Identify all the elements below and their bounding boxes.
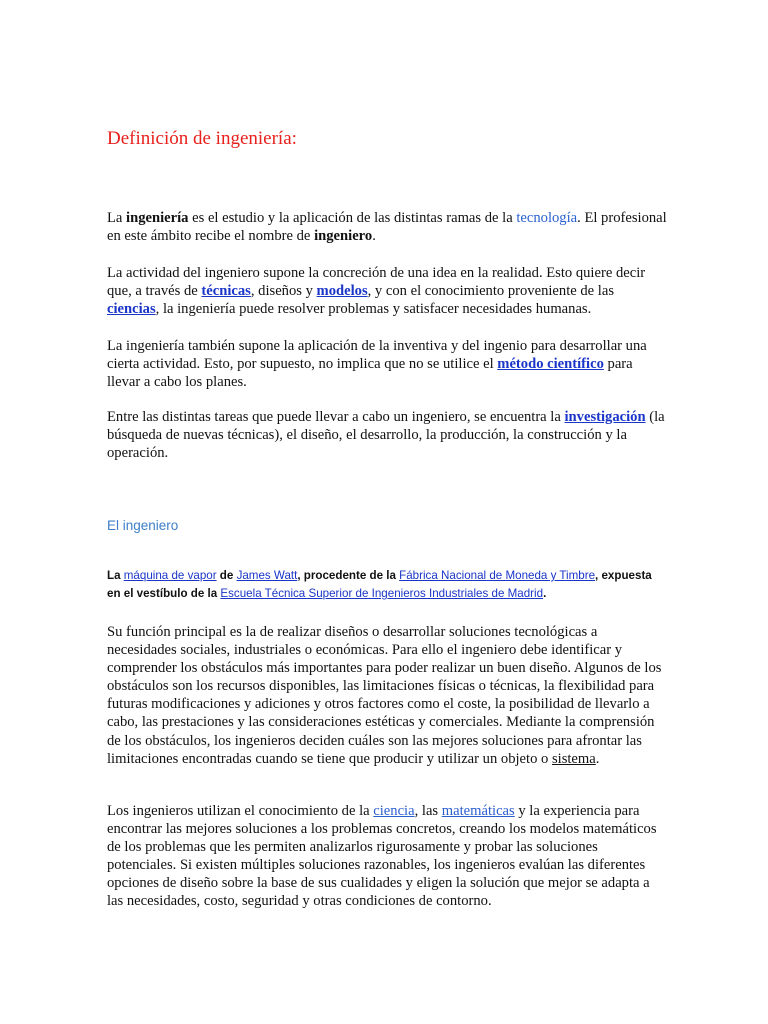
text: Su función principal es la de realizar diseños o desarrollar soluciones tecnológicas a necesidades sociales, industriales o económicas. Para ello el ingeniero debe identificar y comprender los obstáculos más importantes para poder realizar un buen diseño. Algunos de los obstáculos son los recursos disponibles, las limitaciones físicas o técnicas, la flexibilidad para futuras modificaciones y adiciones y otros factores como el coste, la posibilidad de llevarlo a cabo, las prestaciones y las consideraciones estéticas y comerciales. Mediante la comprensión de los obstáculos, los ingenieros deciden cuáles son las mejores soluciones para afrontar las limitaciones encontradas cuando se tiene que producir y utilizar un objeto o xyxy=(107,624,662,767)
text: , diseños y xyxy=(250,283,317,300)
link-matematicas[interactable]: matemáticas xyxy=(441,803,515,819)
link-metodo-cientifico[interactable]: método científico xyxy=(497,356,604,373)
text: para llevar a cabo los planes. xyxy=(107,356,633,391)
link-fabrica-nacional[interactable]: Fábrica Nacional de Moneda y Timbre xyxy=(399,569,596,582)
link-investigacion[interactable]: investigación xyxy=(564,409,646,425)
text: y la experiencia para encontrar las mejores soluciones a los problemas concretos, creando los modelos matemáticos de los problemas que les permiten analizarlos rigurosamente y probar las soluciones potenciales. Si existen múltiples soluciones razonables, los ingenieros evalúan las diferentes opciones de diseño sobre la base de sus cualidades y eligen la solución que mejor se adapta a las necesidades, costo, seguridad y otras condiciones de contorno. xyxy=(107,803,657,910)
link-modelos[interactable]: modelos xyxy=(316,283,368,300)
link-escuela-tecnica[interactable]: Escuela Técnica Superior de Ingenieros Industriales de Madrid xyxy=(220,587,544,600)
text: Los ingenieros utilizan el conocimiento de la xyxy=(107,803,374,819)
bold-term-ingenieria: ingeniería xyxy=(126,210,189,226)
text: . xyxy=(543,587,547,600)
text: , y con el conocimiento proveniente de las xyxy=(367,283,615,300)
text: , procedente de la xyxy=(297,569,400,582)
text: . xyxy=(372,228,376,245)
link-tecnologia[interactable]: tecnología xyxy=(516,210,578,226)
text: , las xyxy=(414,803,442,819)
text: La actividad del ingeniero supone la concreción de una idea en la realidad. Esto quiere decir que, a través de xyxy=(107,265,646,300)
paragraph-actividad xyxy=(107,264,667,318)
text: de xyxy=(216,569,237,582)
image-caption xyxy=(107,567,667,603)
page-title: Definición de ingeniería: xyxy=(107,128,297,149)
text: es el estudio y la aplicación de las distintas ramas de la xyxy=(188,210,517,226)
paragraph-conocimiento xyxy=(107,802,667,911)
text: (la búsqueda de nuevas técnicas), el diseño, el desarrollo, la producción, la construcción y la operación. xyxy=(107,409,665,462)
link-tecnicas[interactable]: técnicas xyxy=(201,283,251,300)
link-ciencia[interactable]: ciencia xyxy=(373,803,415,819)
bold-term-ingeniero: ingeniero xyxy=(314,228,373,245)
text: La ingeniería también supone la aplicación de la inventiva y del ingenio para desarrollar una cierta actividad. Esto, por supuesto, no implica que no se utilice el xyxy=(107,338,647,373)
link-sistema[interactable]: sistema xyxy=(551,750,596,767)
text: La xyxy=(107,210,127,226)
text: , expuesta en el vestíbulo de la xyxy=(107,569,652,600)
paragraph-tareas xyxy=(107,408,667,462)
text: , la ingeniería puede resolver problemas y satisfacer necesidades humanas. xyxy=(155,301,592,318)
section-heading-el-ingeniero: El ingeniero xyxy=(107,518,179,533)
paragraph-funcion-principal xyxy=(107,623,667,768)
text: . xyxy=(595,750,600,767)
link-maquina-de-vapor[interactable]: máquina de vapor xyxy=(123,569,217,582)
text: . El profesional en este ámbito recibe el nombre de xyxy=(107,210,667,245)
link-james-watt[interactable]: James Watt xyxy=(236,569,298,582)
paragraph-definition xyxy=(107,209,667,245)
link-ciencias[interactable]: ciencias xyxy=(107,301,156,318)
paragraph-inventiva xyxy=(107,337,667,391)
text: Entre las distintas tareas que puede llevar a cabo un ingeniero, se encuentra la xyxy=(107,409,565,425)
text: La xyxy=(107,569,124,582)
